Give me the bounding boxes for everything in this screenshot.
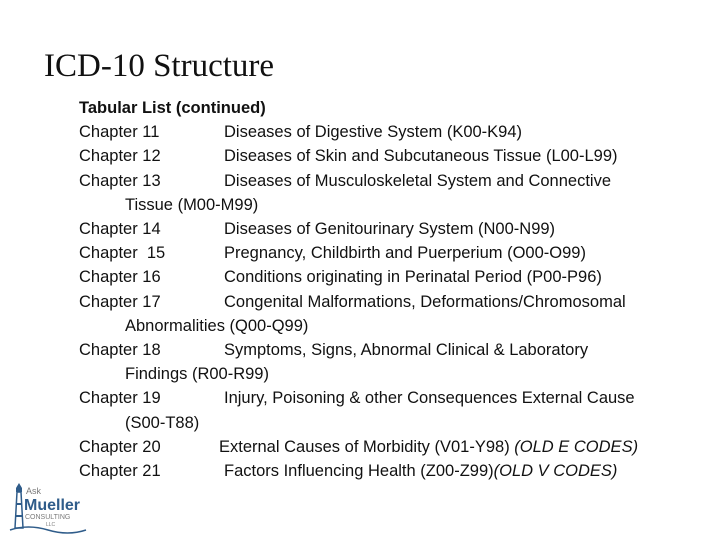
chapter-label: Chapter 14 — [79, 220, 161, 239]
old-code-note: (OLD V CODES) — [493, 462, 618, 481]
chapter-continuation: Abnormalities (Q00-Q99) — [125, 316, 309, 335]
logo-text-mueller: Mueller — [24, 497, 81, 514]
chapter-description: Injury, Poisoning & other Consequences External Cause — [224, 389, 635, 408]
logo-text-ask: Ask — [26, 486, 42, 496]
chapter-continuation: Findings (R00-R99) — [125, 365, 269, 384]
chapter-row — [79, 169, 709, 193]
chapter-row — [79, 338, 709, 362]
chapter-description: Diseases of Digestive System (K00-K94) — [224, 123, 523, 142]
logo-text-llc: LLC — [46, 522, 56, 528]
chapter-label: Chapter 21 — [79, 462, 161, 481]
old-code-note: (OLD E CODES) — [514, 437, 639, 456]
chapter-description: Congenital Malformations, Deformations/Chromosomal — [224, 292, 626, 311]
chapter-label: Chapter 17 — [79, 292, 161, 311]
chapter-row — [79, 435, 709, 459]
chapter-label: Chapter 11 — [79, 123, 160, 142]
chapter-description: Diseases of Genitourinary System (N00-N99) — [224, 220, 556, 239]
chapter-row — [79, 386, 709, 410]
chapter-description: Conditions originating in Perinatal Period (P00-P96) — [224, 268, 602, 287]
chapter-row — [79, 459, 709, 483]
chapter-label: Chapter 13 — [79, 171, 161, 190]
chapter-continuation: (S00-T88) — [125, 413, 200, 432]
chapter-row — [79, 144, 709, 168]
chapter-label: Chapter 12 — [79, 147, 161, 166]
chapter-label: Chapter 18 — [79, 341, 161, 360]
chapter-list — [79, 96, 709, 483]
chapter-description: Diseases of Musculoskeletal System and Connective — [224, 171, 612, 190]
chapter-description-group — [224, 459, 617, 483]
chapter-description: Factors Influencing Health (Z00-Z99) — [224, 462, 494, 481]
chapter-row — [79, 290, 709, 314]
chapter-description: Symptoms, Signs, Abnormal Clinical & Laboratory — [224, 341, 589, 360]
chapter-label: Chapter 20 — [79, 437, 161, 456]
company-logo — [8, 480, 88, 535]
chapter-label: Chapter 16 — [79, 268, 161, 287]
slide-title: ICD-10 Structure — [44, 48, 275, 84]
subheading: Tabular List (continued) — [79, 99, 266, 117]
logo-text-consulting: CONSULTING — [25, 514, 71, 521]
chapter-label: Chapter 15 — [79, 244, 166, 263]
chapter-continuation: Tissue (M00-M99) — [125, 195, 259, 214]
chapter-description-group — [219, 435, 638, 459]
chapter-row — [79, 217, 709, 241]
chapter-row — [79, 241, 709, 265]
chapter-label: Chapter 19 — [79, 389, 161, 408]
chapter-row — [79, 120, 709, 144]
chapter-row — [79, 265, 709, 289]
chapter-description: Diseases of Skin and Subcutaneous Tissue (L00-L99) — [224, 147, 618, 166]
chapter-description: Pregnancy, Childbirth and Puerperium (O00-O99) — [224, 244, 586, 263]
chapter-description: External Causes of Morbidity (V01-Y98) — [219, 437, 515, 456]
